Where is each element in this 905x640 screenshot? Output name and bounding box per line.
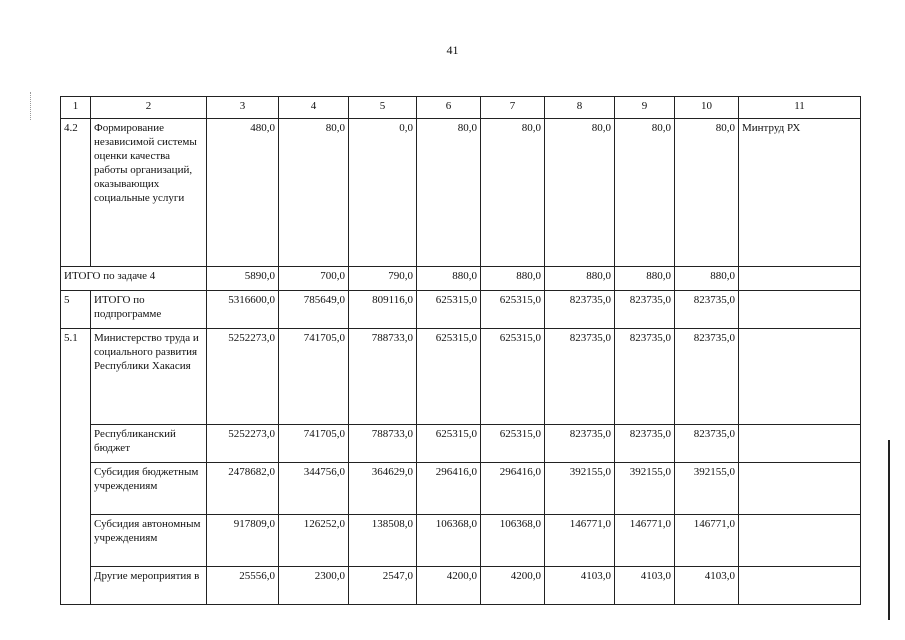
value-cell: 625315,0	[417, 291, 481, 329]
value-cell: 625315,0	[481, 291, 545, 329]
page-number: 41	[446, 43, 459, 57]
header-cell: 2	[91, 97, 207, 119]
value-cell: 138508,0	[349, 515, 417, 567]
row-index: 5	[61, 291, 91, 329]
value-cell: 2478682,0	[207, 463, 279, 515]
value-cell: 880,0	[481, 267, 545, 291]
value-cell: 5252273,0	[207, 425, 279, 463]
value-cell: 344756,0	[279, 463, 349, 515]
value-cell: 0,0	[349, 119, 417, 267]
value-cell: 80,0	[279, 119, 349, 267]
budget-table	[60, 96, 861, 605]
value-cell: 823735,0	[615, 425, 675, 463]
value-cell: 2547,0	[349, 567, 417, 605]
value-cell: 700,0	[279, 267, 349, 291]
value-cell: 392155,0	[675, 463, 739, 515]
value-cell: 625315,0	[481, 329, 545, 425]
row-name: Министерство труда и социального развития Республики Хакасия	[91, 329, 207, 425]
table-row	[61, 119, 861, 267]
value-cell: 80,0	[615, 119, 675, 267]
table-row	[61, 463, 861, 515]
executor-cell	[739, 567, 861, 605]
executor-cell	[739, 425, 861, 463]
value-cell: 80,0	[481, 119, 545, 267]
value-cell: 625315,0	[481, 425, 545, 463]
table-row	[61, 567, 861, 605]
table-row	[61, 515, 861, 567]
executor-cell: Минтруд РХ	[739, 119, 861, 267]
value-cell: 5890,0	[207, 267, 279, 291]
value-cell: 788733,0	[349, 329, 417, 425]
value-cell: 625315,0	[417, 425, 481, 463]
value-cell: 4103,0	[545, 567, 615, 605]
value-cell: 364629,0	[349, 463, 417, 515]
value-cell: 2300,0	[279, 567, 349, 605]
value-cell: 296416,0	[417, 463, 481, 515]
row-index: 5.1	[61, 329, 91, 605]
value-cell: 392155,0	[615, 463, 675, 515]
value-cell: 790,0	[349, 267, 417, 291]
value-cell: 5252273,0	[207, 329, 279, 425]
row-name: Формирование независимой системы оценки качества работы организаций, оказывающих социальные услуги	[91, 119, 207, 267]
value-cell: 106368,0	[481, 515, 545, 567]
value-cell: 80,0	[417, 119, 481, 267]
header-cell: 5	[349, 97, 417, 119]
executor-cell	[739, 515, 861, 567]
value-cell: 480,0	[207, 119, 279, 267]
value-cell: 4103,0	[615, 567, 675, 605]
value-cell: 823735,0	[545, 291, 615, 329]
value-cell: 823735,0	[615, 329, 675, 425]
header-cell: 11	[739, 97, 861, 119]
table-row	[61, 425, 861, 463]
value-cell: 80,0	[675, 119, 739, 267]
value-cell: 4200,0	[417, 567, 481, 605]
header-cell: 3	[207, 97, 279, 119]
value-cell: 126252,0	[279, 515, 349, 567]
row-name: Субсидия бюджетным учреждениям	[91, 463, 207, 515]
executor-cell	[739, 291, 861, 329]
table-row	[61, 329, 861, 425]
value-cell: 4200,0	[481, 567, 545, 605]
executor-cell	[739, 329, 861, 425]
value-cell: 80,0	[545, 119, 615, 267]
value-cell: 823735,0	[675, 329, 739, 425]
header-cell: 7	[481, 97, 545, 119]
value-cell: 625315,0	[417, 329, 481, 425]
row-name: Республиканский бюджет	[91, 425, 207, 463]
value-cell: 823735,0	[545, 425, 615, 463]
value-cell: 823735,0	[675, 425, 739, 463]
header-row	[61, 97, 861, 119]
value-cell: 917809,0	[207, 515, 279, 567]
header-cell: 8	[545, 97, 615, 119]
scan-edge-line	[888, 440, 890, 620]
value-cell: 5316600,0	[207, 291, 279, 329]
value-cell: 880,0	[545, 267, 615, 291]
value-cell: 823735,0	[615, 291, 675, 329]
value-cell: 4103,0	[675, 567, 739, 605]
header-cell: 9	[615, 97, 675, 119]
header-cell: 10	[675, 97, 739, 119]
executor-cell	[739, 463, 861, 515]
value-cell: 296416,0	[481, 463, 545, 515]
value-cell: 106368,0	[417, 515, 481, 567]
value-cell: 146771,0	[675, 515, 739, 567]
margin-mark	[30, 92, 39, 120]
row-name: ИТОГО по подпрограмме	[91, 291, 207, 329]
value-cell: 788733,0	[349, 425, 417, 463]
value-cell: 146771,0	[615, 515, 675, 567]
value-cell: 741705,0	[279, 329, 349, 425]
executor-cell	[739, 267, 861, 291]
value-cell: 809116,0	[349, 291, 417, 329]
row-name: Другие мероприятия в	[91, 567, 207, 605]
table-row	[61, 291, 861, 329]
value-cell: 823735,0	[675, 291, 739, 329]
row-name: ИТОГО по задаче 4	[61, 267, 207, 291]
value-cell: 880,0	[615, 267, 675, 291]
header-cell: 4	[279, 97, 349, 119]
value-cell: 25556,0	[207, 567, 279, 605]
row-name: Субсидия автономным учреждениям	[91, 515, 207, 567]
value-cell: 880,0	[417, 267, 481, 291]
value-cell: 146771,0	[545, 515, 615, 567]
value-cell: 823735,0	[545, 329, 615, 425]
row-index: 4.2	[61, 119, 91, 267]
header-cell: 6	[417, 97, 481, 119]
value-cell: 880,0	[675, 267, 739, 291]
value-cell: 785649,0	[279, 291, 349, 329]
value-cell: 392155,0	[545, 463, 615, 515]
table-row	[61, 267, 861, 291]
header-cell: 1	[61, 97, 91, 119]
value-cell: 741705,0	[279, 425, 349, 463]
